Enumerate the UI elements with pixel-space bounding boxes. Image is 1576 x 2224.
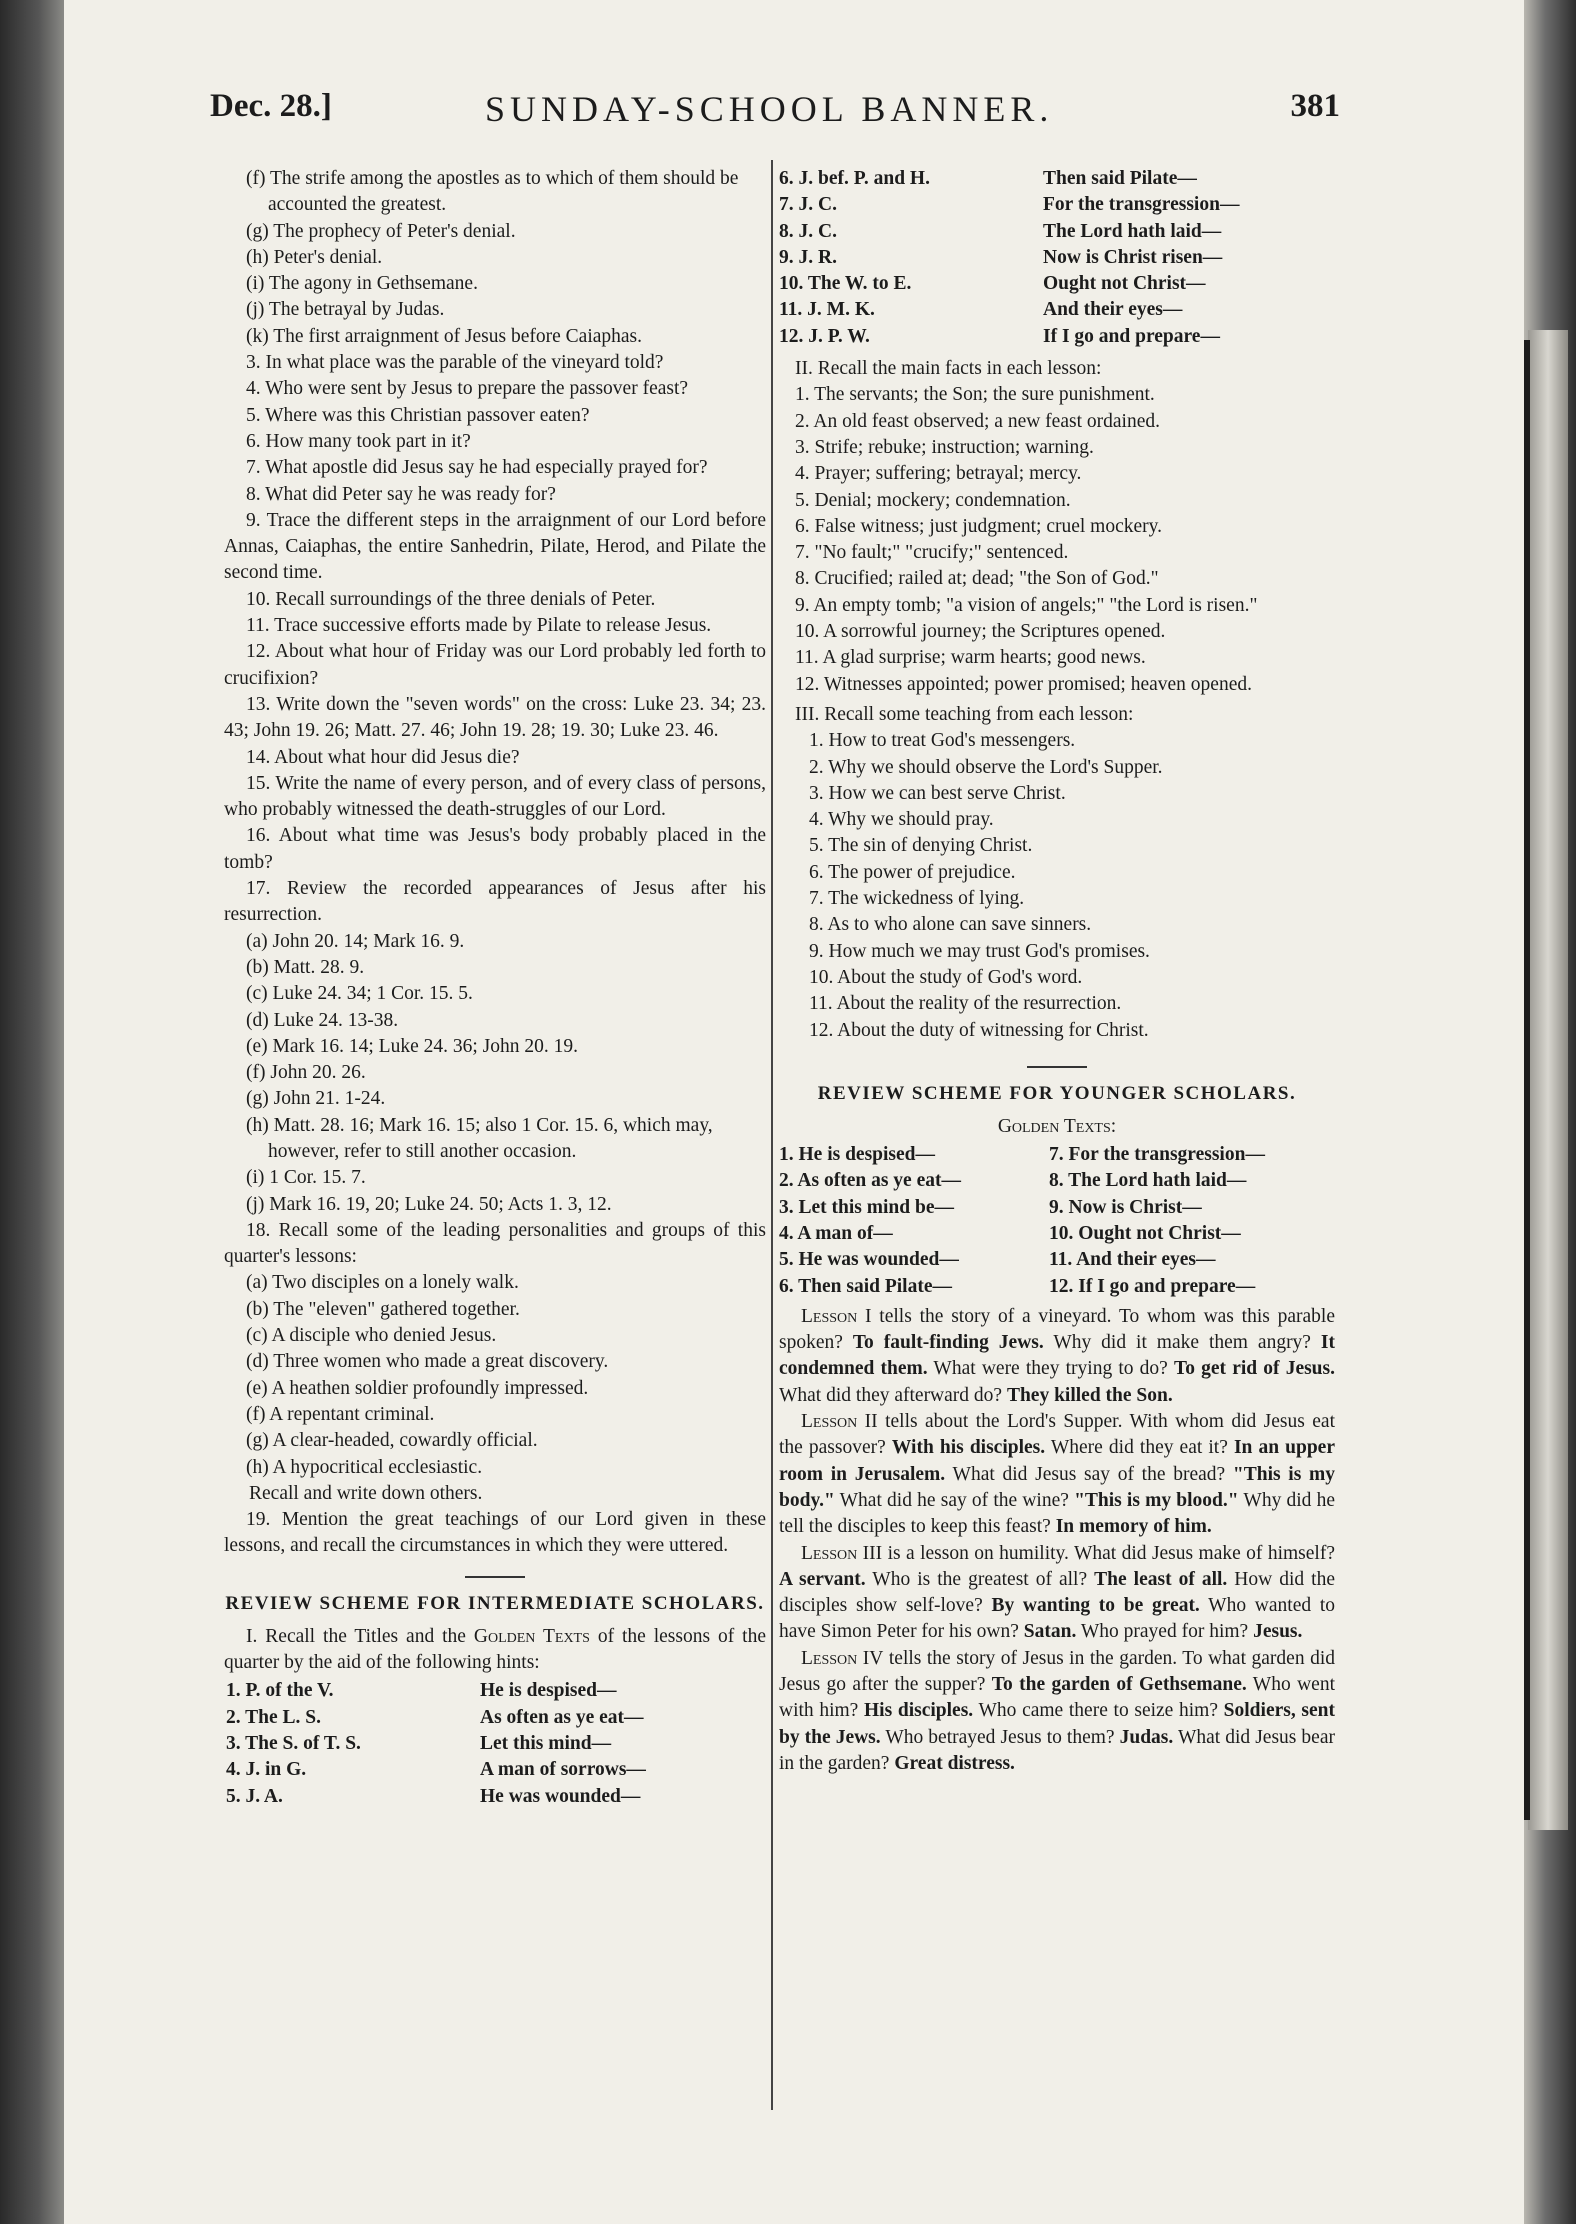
teachings-list [779, 728, 1335, 1044]
item-list-f-k [224, 166, 766, 350]
question-18: 18. Recall some of the leading personalities and groups of this quarter's lessons: [224, 1219, 766, 1268]
teaching-intro: III. Recall some teaching from each lesson: [795, 703, 1134, 725]
hint-abbrev: 7. J. C. [779, 194, 837, 216]
fact-item: 7. "No fault;" "crucify;" sentenced. [795, 542, 1069, 564]
teaching-item: 12. About the duty of witnessing for Christ. [809, 1019, 1149, 1041]
question: 3. In what place was the parable of the vineyard told? [246, 352, 664, 374]
hint-row [779, 245, 1335, 271]
lesson-label: Lesson III [801, 1542, 883, 1564]
hint-row [779, 324, 1335, 350]
answer-text: By wanting to be great. [991, 1595, 1200, 1617]
appearance-ref: (d) Luke 24. 13-38. [246, 1009, 399, 1031]
outline-item: (h) Peter's denial. [246, 246, 383, 268]
golden-text: 4. A man of— [779, 1222, 893, 1244]
question-text: What did Jesus bear in the garden? [779, 1726, 1335, 1774]
fact-item: 2. An old feast observed; a new feast ordained. [795, 410, 1160, 432]
hint-golden-text: A man of sorrows— [480, 1759, 646, 1781]
younger-heading: REVIEW SCHEME FOR YOUNGER SCHOLARS. [817, 1082, 1297, 1104]
hint-abbrev: 8. J. C. [779, 220, 837, 242]
hint-row [779, 166, 1335, 192]
lesson-paragraph [779, 1409, 1335, 1540]
hint-row [779, 192, 1335, 218]
questions-list [224, 350, 766, 929]
question: 14. About what hour did Jesus die? [246, 746, 520, 768]
facts-list [779, 382, 1335, 698]
hint-golden-text: He is despised— [480, 1680, 617, 1702]
question: 16. About what time was Jesus's body probably placed in the tomb? [224, 825, 766, 873]
golden-text: 12. If I go and prepare— [1049, 1275, 1256, 1297]
question: 10. Recall surroundings of the three denials of Peter. [246, 588, 656, 610]
question-text: Who came there to seize him? [973, 1700, 1224, 1722]
hints-list-right [779, 166, 1335, 350]
golden-text: 8. The Lord hath laid— [1049, 1170, 1247, 1192]
hints-list-left [224, 1678, 766, 1809]
teaching-item: 7. The wickedness of lying. [809, 888, 1025, 910]
hint-abbrev: 11. J. M. K. [779, 299, 875, 321]
hint-abbrev: 12. J. P. W. [779, 325, 870, 347]
hint-golden-text: As often as ye eat— [480, 1706, 644, 1728]
question: 7. What apostle did Jesus say he had especially prayed for? [246, 457, 708, 479]
answer-text: A servant. [779, 1568, 866, 1590]
hint-row [779, 297, 1335, 323]
personality-item: (g) A clear-headed, cowardly official. [246, 1430, 538, 1452]
answer-text: Jesus. [1253, 1621, 1303, 1643]
binding-gutter [0, 0, 64, 2224]
hint-golden-text: Then said Pilate— [1043, 168, 1197, 189]
question-text: What did Jesus say of the bread? [945, 1463, 1233, 1485]
golden-text: 2. As often as ye eat— [779, 1170, 961, 1192]
page-edge [1524, 0, 1576, 2224]
personalities-list [224, 1270, 766, 1480]
answer-text: Judas. [1119, 1726, 1174, 1748]
answer-text: To the garden of Gethsemane. [991, 1674, 1247, 1696]
hint-golden-text: And their eyes— [1043, 299, 1183, 321]
hint-abbrev: 1. P. of the V. [226, 1680, 334, 1702]
outline-item: (i) The agony in Gethsemane. [246, 273, 478, 295]
question-text: What did they afterward do? [779, 1384, 1007, 1406]
fact-item: 3. Strife; rebuke; instruction; warning. [795, 436, 1094, 458]
question: 13. Write down the "seven words" on the cross: Luke 23. 34; 23. 43; John 19. 26; Matt. 27. 46; John 19. 28; 19. 30; Luke 23. 46. [224, 693, 766, 742]
fact-item: 8. Crucified; railed at; dead; "the Son of God." [795, 568, 1159, 590]
teaching-item: 4. Why we should pray. [809, 809, 994, 831]
appearance-ref: (a) John 20. 14; Mark 16. 9. [246, 930, 465, 952]
question-text: tells the story of a vineyard. To whom was this parable spoken? [779, 1305, 1335, 1354]
hint-golden-text: Ought not Christ— [1043, 273, 1206, 295]
question-text: How did the disciples show self-love? [779, 1568, 1335, 1617]
question-text: Who prayed for him? [1076, 1621, 1254, 1643]
golden-texts-list [779, 1142, 1335, 1300]
appearance-ref: (e) Mark 16. 14; Luke 24. 36; John 20. 19. [246, 1035, 578, 1057]
answer-text: His disciples. [864, 1700, 974, 1722]
answer-text: In an upper room in Jerusalem. [779, 1437, 1335, 1485]
question-19: 19. Mention the great teachings of our Lord given in these lessons, and recall the circumstances in which they were uttered. [224, 1509, 766, 1557]
golden-text-row [779, 1274, 1335, 1300]
teaching-item: 10. About the study of God's word. [809, 966, 1083, 988]
hint-golden-text: If I go and prepare— [1043, 325, 1220, 347]
question-text: is a lesson on humility. What did Jesus make of himself? [882, 1542, 1335, 1564]
question: 11. Trace successive efforts made by Pilate to release Jesus. [246, 615, 712, 637]
teaching-item: 5. The sin of denying Christ. [809, 835, 1033, 857]
personality-item: (e) A heathen soldier profoundly impressed. [246, 1377, 589, 1399]
appearances-list [224, 929, 766, 1218]
fact-item: 12. Witnesses appointed; power promised; heaven opened. [795, 673, 1252, 695]
question: 15. Write the name of every person, and of every class of persons, who probably witnessed the death-struggles of our Lord. [224, 772, 766, 821]
question-text: Why did it make them angry? [1043, 1332, 1321, 1354]
header-title: SUNDAY-SCHOOL BANNER. [485, 89, 1054, 129]
hint-row [224, 1705, 766, 1731]
golden-text: 3. Let this mind be— [779, 1196, 954, 1218]
hint-golden-text: Now is Christ risen— [1043, 246, 1223, 268]
appearance-ref: (j) Mark 16. 19, 20; Luke 24. 50; Acts 1. 3, 12. [246, 1193, 612, 1215]
teaching-item: 2. Why we should observe the Lord's Supper. [809, 756, 1163, 778]
golden-text: 7. For the transgression— [1049, 1144, 1265, 1166]
answer-text: Satan. [1023, 1621, 1077, 1643]
question-text: Why did he tell the disciples to keep this feast? [779, 1489, 1335, 1538]
question: 8. What did Peter say he was ready for? [246, 483, 556, 505]
hint-abbrev: 4. J. in G. [226, 1759, 307, 1781]
outline-item: (f) The strife among the apostles as to which of them should be accounted the greatest. [246, 168, 739, 216]
question: 17. Review the recorded appearances of Jesus after his resurrection. [224, 878, 766, 926]
question-text: What did he say of the wine? [834, 1489, 1075, 1511]
question: 12. About what hour of Friday was our Lord probably led forth to crucifixion? [224, 641, 766, 689]
question-text: tells about the Lord's Supper. With whom did Jesus eat the passover? [779, 1411, 1335, 1459]
lesson-label: Lesson II [801, 1411, 878, 1433]
question: 4. Who were sent by Jesus to prepare the passover feast? [246, 378, 689, 400]
golden-text-row [779, 1247, 1335, 1273]
question: 9. Trace the different steps in the arraignment of our Lord before Annas, Caiaphas, the entire Sanhedrin, Pilate, Herod, and Pilate the second time. [224, 509, 766, 584]
lesson-paragraph [779, 1304, 1335, 1409]
answer-text: "This is my blood." [1074, 1489, 1239, 1511]
question-text: Who is the greatest of all? [865, 1568, 1095, 1590]
personality-item: (d) Three women who made a great discovery. [246, 1351, 609, 1373]
hint-abbrev: 10. The W. to E. [779, 273, 912, 295]
lesson-label: Lesson I [801, 1305, 872, 1327]
golden-text: 5. He was wounded— [779, 1249, 959, 1271]
lessons-list [779, 1304, 1335, 1777]
golden-text: 6. Then said Pilate— [779, 1275, 952, 1297]
teaching-item: 8. As to who alone can save sinners. [809, 914, 1092, 936]
hint-abbrev: 2. The L. S. [226, 1706, 322, 1728]
appearance-ref: (f) John 20. 26. [246, 1062, 366, 1084]
left-column [224, 166, 766, 1810]
personality-item: (c) A disciple who denied Jesus. [246, 1325, 497, 1347]
teaching-item: 9. How much we may trust God's promises. [809, 940, 1150, 962]
answer-text: With his disciples. [891, 1437, 1046, 1459]
appearance-ref: (h) Matt. 28. 16; Mark 16. 15; also 1 Cor. 15. 6, which may, however, refer to still another occasion. [246, 1114, 713, 1162]
column-rule [771, 160, 773, 2110]
answer-text: To fault-finding Jews. [852, 1332, 1044, 1354]
lesson-label: Lesson IV [801, 1647, 884, 1669]
golden-texts-label: Golden Texts: [997, 1115, 1117, 1137]
hint-row [779, 271, 1335, 297]
hint-abbrev: 5. J. A. [226, 1785, 283, 1807]
intermediate-intro: I. Recall the Titles and the Golden Texts of the lessons of the quarter by the aid of the following hints: [224, 1625, 766, 1674]
personality-item: (b) The "eleven" gathered together. [246, 1298, 520, 1320]
appearance-ref: (i) 1 Cor. 15. 7. [246, 1167, 366, 1189]
teaching-item: 11. About the reality of the resurrection. [809, 993, 1122, 1015]
personality-item: (a) Two disciples on a lonely walk. [246, 1272, 519, 1294]
hint-row [779, 219, 1335, 245]
outline-item: (j) The betrayal by Judas. [246, 299, 445, 321]
answer-text: In memory of him. [1055, 1516, 1212, 1538]
answer-text: Great distress. [894, 1752, 1015, 1774]
hint-abbrev: 6. J. bef. P. and H. [779, 168, 930, 189]
teaching-item: 6. The power of prejudice. [809, 861, 1016, 883]
personality-item: (h) A hypocritical ecclesiastic. [246, 1456, 483, 1478]
hint-row [224, 1678, 766, 1704]
question-text: What were they trying to do? [927, 1358, 1175, 1380]
hint-abbrev: 3. The S. of T. S. [226, 1732, 361, 1754]
question-text: Where did they eat it? [1045, 1437, 1234, 1459]
answer-text: It condemned them. [779, 1332, 1335, 1380]
golden-text: 11. And their eyes— [1049, 1249, 1216, 1271]
outline-item: (k) The first arraignment of Jesus before Caiaphas. [246, 325, 643, 347]
lesson-paragraph [779, 1646, 1335, 1777]
intermediate-heading: REVIEW SCHEME FOR INTERMEDIATE SCHOLARS. [225, 1592, 765, 1614]
running-header [210, 88, 1340, 138]
question: 5. Where was this Christian passover eaten? [246, 404, 590, 426]
answer-text: Soldiers, sent by the Jews. [779, 1700, 1335, 1748]
fact-item: 10. A sorrowful journey; the Scriptures opened. [795, 621, 1166, 643]
question-text: tells the story of Jesus in the garden. To what garden did Jesus go after the supper? [779, 1647, 1335, 1696]
answer-text: To get rid of Jesus. [1174, 1358, 1335, 1380]
teaching-item: 3. How we can best serve Christ. [809, 782, 1066, 804]
hint-row [224, 1784, 766, 1810]
answer-text: They killed the Son. [1006, 1384, 1173, 1406]
answer-text: The least of all. [1094, 1568, 1228, 1590]
golden-text-row [779, 1195, 1335, 1221]
golden-text: 1. He is despised— [779, 1144, 936, 1166]
hint-abbrev: 9. J. R. [779, 246, 837, 268]
appearance-ref: (b) Matt. 28. 9. [246, 956, 365, 978]
fact-item: 5. Denial; mockery; condemnation. [795, 489, 1071, 511]
section-divider-2 [1027, 1066, 1087, 1068]
teaching-item: 1. How to treat God's messengers. [809, 730, 1076, 752]
section-divider [465, 1576, 525, 1578]
hint-golden-text: He was wounded— [480, 1785, 641, 1807]
fact-item: 1. The servants; the Son; the sure punishment. [795, 384, 1155, 406]
question-text: Who betrayed Jesus to them? [880, 1726, 1120, 1748]
recall-others: Recall and write down others. [249, 1482, 483, 1504]
answer-text: "This is my body." [779, 1463, 1336, 1511]
fact-item: 11. A glad surprise; warm hearts; good news. [795, 647, 1146, 669]
fact-item: 4. Prayer; suffering; betrayal; mercy. [795, 463, 1082, 485]
hint-golden-text: Let this mind— [480, 1732, 612, 1754]
hint-golden-text: The Lord hath laid— [1043, 220, 1222, 242]
lesson-paragraph [779, 1541, 1335, 1646]
right-column [779, 166, 1335, 1777]
golden-text-row [779, 1221, 1335, 1247]
question-text: Who went with him? [779, 1674, 1335, 1722]
hint-golden-text: For the transgression— [1043, 194, 1240, 216]
hint-row [224, 1757, 766, 1783]
fact-item: 6. False witness; just judgment; cruel mockery. [795, 515, 1163, 537]
personality-item: (f) A repentant criminal. [246, 1403, 435, 1425]
fact-item: 9. An empty tomb; "a vision of angels;" "the Lord is risen." [795, 594, 1258, 616]
golden-text-row [779, 1142, 1335, 1168]
appearance-ref: (c) Luke 24. 34; 1 Cor. 15. 5. [246, 983, 473, 1005]
golden-text-row [779, 1168, 1335, 1194]
appearance-ref: (g) John 21. 1-24. [246, 1088, 386, 1110]
question-text: Who wanted to have Simon Peter for his own? [779, 1595, 1335, 1643]
page-number: 381 [1290, 88, 1340, 124]
facts-intro: II. Recall the main facts in each lesson: [795, 358, 1102, 380]
golden-text: 10. Ought not Christ— [1049, 1222, 1241, 1244]
hint-row [224, 1731, 766, 1757]
golden-text: 9. Now is Christ— [1049, 1196, 1202, 1218]
outline-item: (g) The prophecy of Peter's denial. [246, 220, 516, 242]
question: 6. How many took part in it? [246, 430, 471, 452]
header-date: Dec. 28.] [210, 88, 332, 124]
